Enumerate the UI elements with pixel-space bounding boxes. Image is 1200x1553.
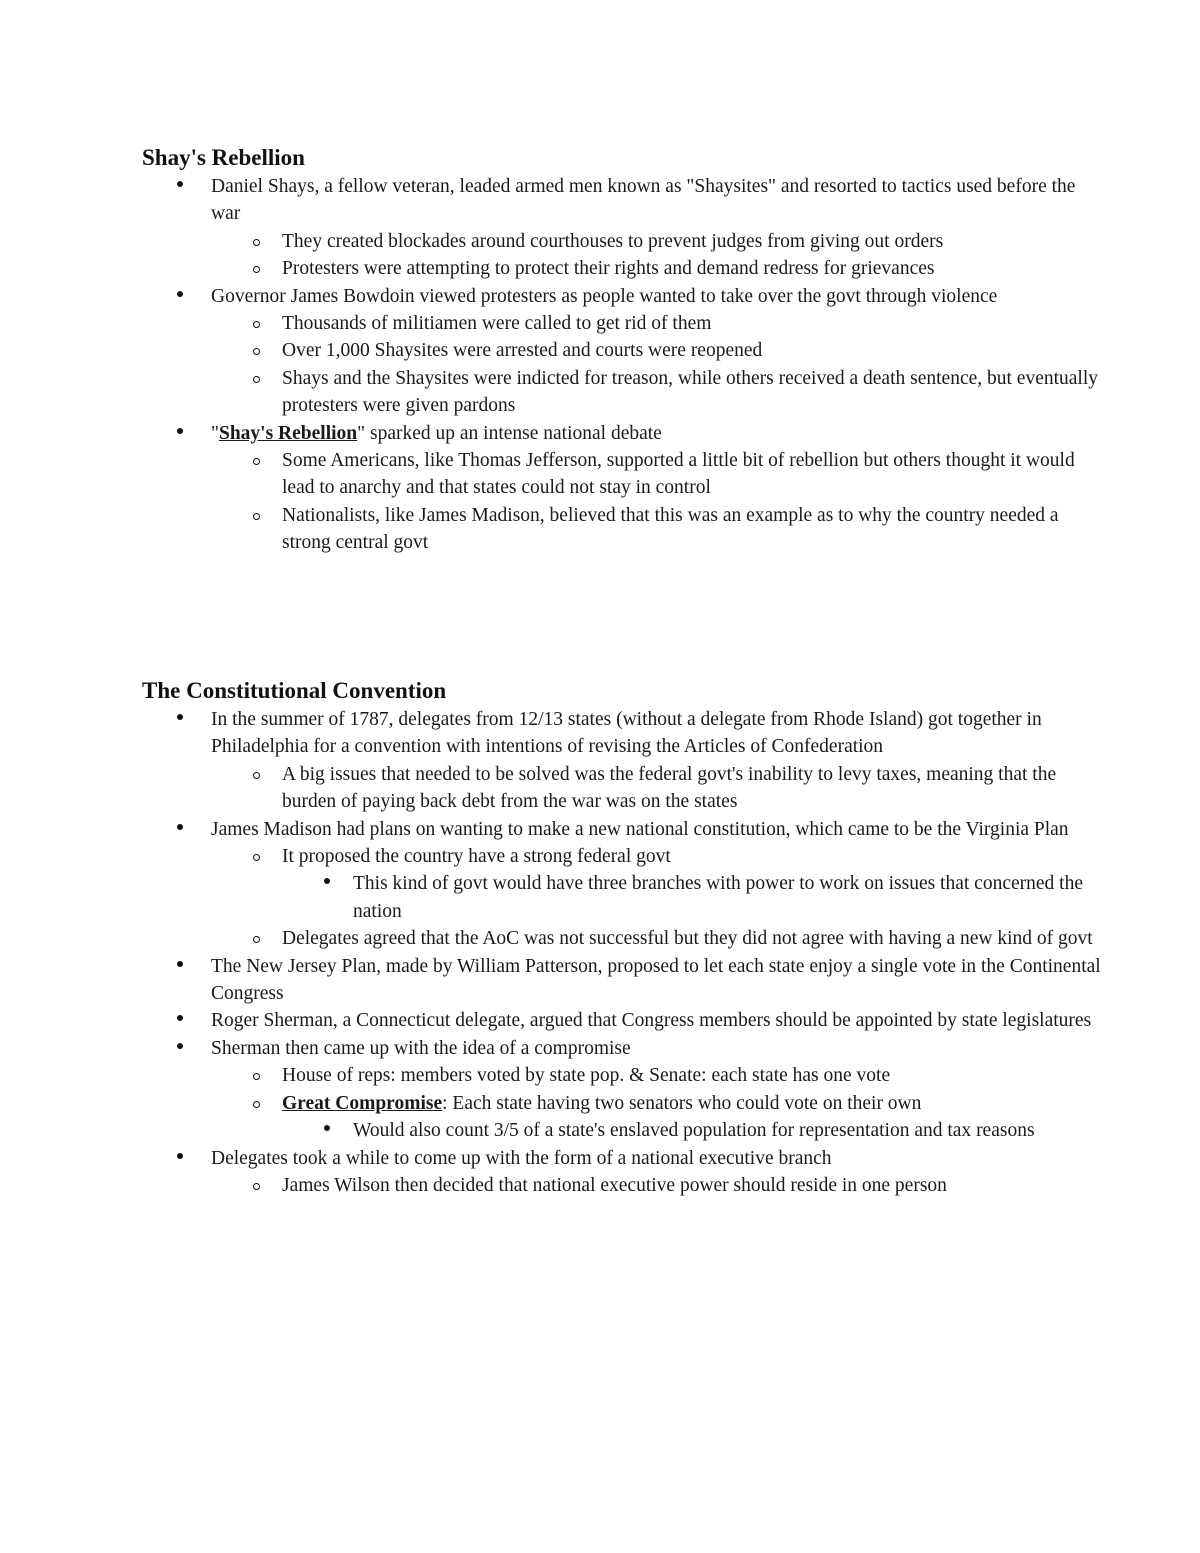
- key-term: Shay's Rebellion: [218, 422, 358, 444]
- item-text: James Wilson then decided that national executive power should reside in one person: [282, 1174, 947, 1196]
- list-item: [142, 173, 1102, 228]
- item-text: Some Americans, like Thomas Jefferson, supported a little bit of rebellion but others thought it would lead to anarchy and that states could not stay in control: [282, 450, 1075, 499]
- item-text-prefix: ": [211, 422, 219, 444]
- item-text: Nationalists, like James Madison, believed that this was an example as to why the country needed a strong central govt: [282, 504, 1059, 554]
- list-item: [142, 228, 1102, 255]
- item-text: : Each state having two senators who could vote on their own: [442, 1092, 922, 1114]
- list-item: [142, 337, 1102, 364]
- list-item: [142, 1090, 1102, 1117]
- list-item: [142, 706, 1102, 761]
- bullet-list: [142, 706, 1102, 1199]
- list-item: [142, 1007, 1102, 1034]
- list-item: [142, 1117, 1102, 1144]
- item-text: Governor James Bowdoin viewed protesters as people wanted to take over the govt through violence: [211, 285, 998, 307]
- item-text: " sparked up an intense national debate: [357, 422, 662, 444]
- item-text: Sherman then came up with the idea of a compromise: [211, 1037, 631, 1059]
- item-text: Delegates took a while to come up with the form of a national executive branch: [211, 1147, 832, 1169]
- item-text: It proposed the country have a strong federal govt: [282, 846, 671, 868]
- section-shays-rebellion: [142, 143, 1102, 557]
- section-constitutional-convention: [142, 676, 1102, 1199]
- list-item: [142, 1172, 1102, 1199]
- item-text: The New Jersey Plan, made by William Patterson, proposed to let each state enjoy a single vote in the Continental Congress: [211, 955, 1101, 1005]
- item-text: James Madison had plans on wanting to make a new national constitution, which came to be the Virginia Plan: [211, 818, 1069, 840]
- list-item: [142, 1062, 1102, 1089]
- list-item: [142, 925, 1102, 952]
- item-text: Thousands of militiamen were called to get rid of them: [282, 313, 712, 335]
- item-text: In the summer of 1787, delegates from 12/13 states (without a delegate from Rhode Island) got together in Philadelphia for a convention with intentions of revising the Articles of Confederation: [211, 709, 1042, 758]
- list-item: [142, 1035, 1102, 1062]
- key-term: Great Compromise: [282, 1092, 443, 1114]
- item-text: A big issues that needed to be solved was the federal govt's inability to levy taxes, meaning that the burden of paying back debt from the war was on the states: [282, 763, 1057, 813]
- item-text: House of reps: members voted by state pop. & Senate: each state has one vote: [282, 1065, 891, 1087]
- item-text: Daniel Shays, a fellow veteran, leaded armed men known as "Shaysites" and resorted to tactics used before the war: [211, 176, 1076, 225]
- list-item: [142, 870, 1102, 925]
- list-item: [142, 953, 1102, 1008]
- item-text: They created blockades around courthouses to prevent judges from giving out orders: [282, 230, 944, 252]
- item-text: Delegates agreed that the AoC was not successful but they did not agree with having a new kind of govt: [282, 928, 1093, 950]
- list-item: [142, 420, 1102, 447]
- bullet-list: [142, 173, 1102, 557]
- list-item: [142, 283, 1102, 310]
- list-item: [142, 365, 1102, 420]
- list-item: [142, 843, 1102, 870]
- item-text: Would also count 3/5 of a state's enslaved population for representation and tax reasons: [353, 1120, 1035, 1142]
- list-item: [142, 816, 1102, 843]
- list-item: [142, 761, 1102, 816]
- list-item: [142, 1145, 1102, 1172]
- item-text: Shays and the Shaysites were indicted for treason, while others received a death sentence, but eventually protesters were given pardons: [282, 367, 1099, 417]
- item-text: Roger Sherman, a Connecticut delegate, argued that Congress members should be appointed by state legislatures: [211, 1010, 1092, 1032]
- list-item: [142, 310, 1102, 337]
- item-text: Over 1,000 Shaysites were arrested and courts were reopened: [282, 340, 763, 362]
- list-item: [142, 502, 1102, 557]
- item-text: This kind of govt would have three branches with power to work on issues that concerned the nation: [353, 873, 1083, 922]
- section-heading: The Constitutional Convention: [142, 678, 447, 703]
- list-item: [142, 255, 1102, 282]
- list-item: [142, 447, 1102, 502]
- item-text: Protesters were attempting to protect their rights and demand redress for grievances: [282, 258, 935, 280]
- section-heading: Shay's Rebellion: [142, 145, 305, 170]
